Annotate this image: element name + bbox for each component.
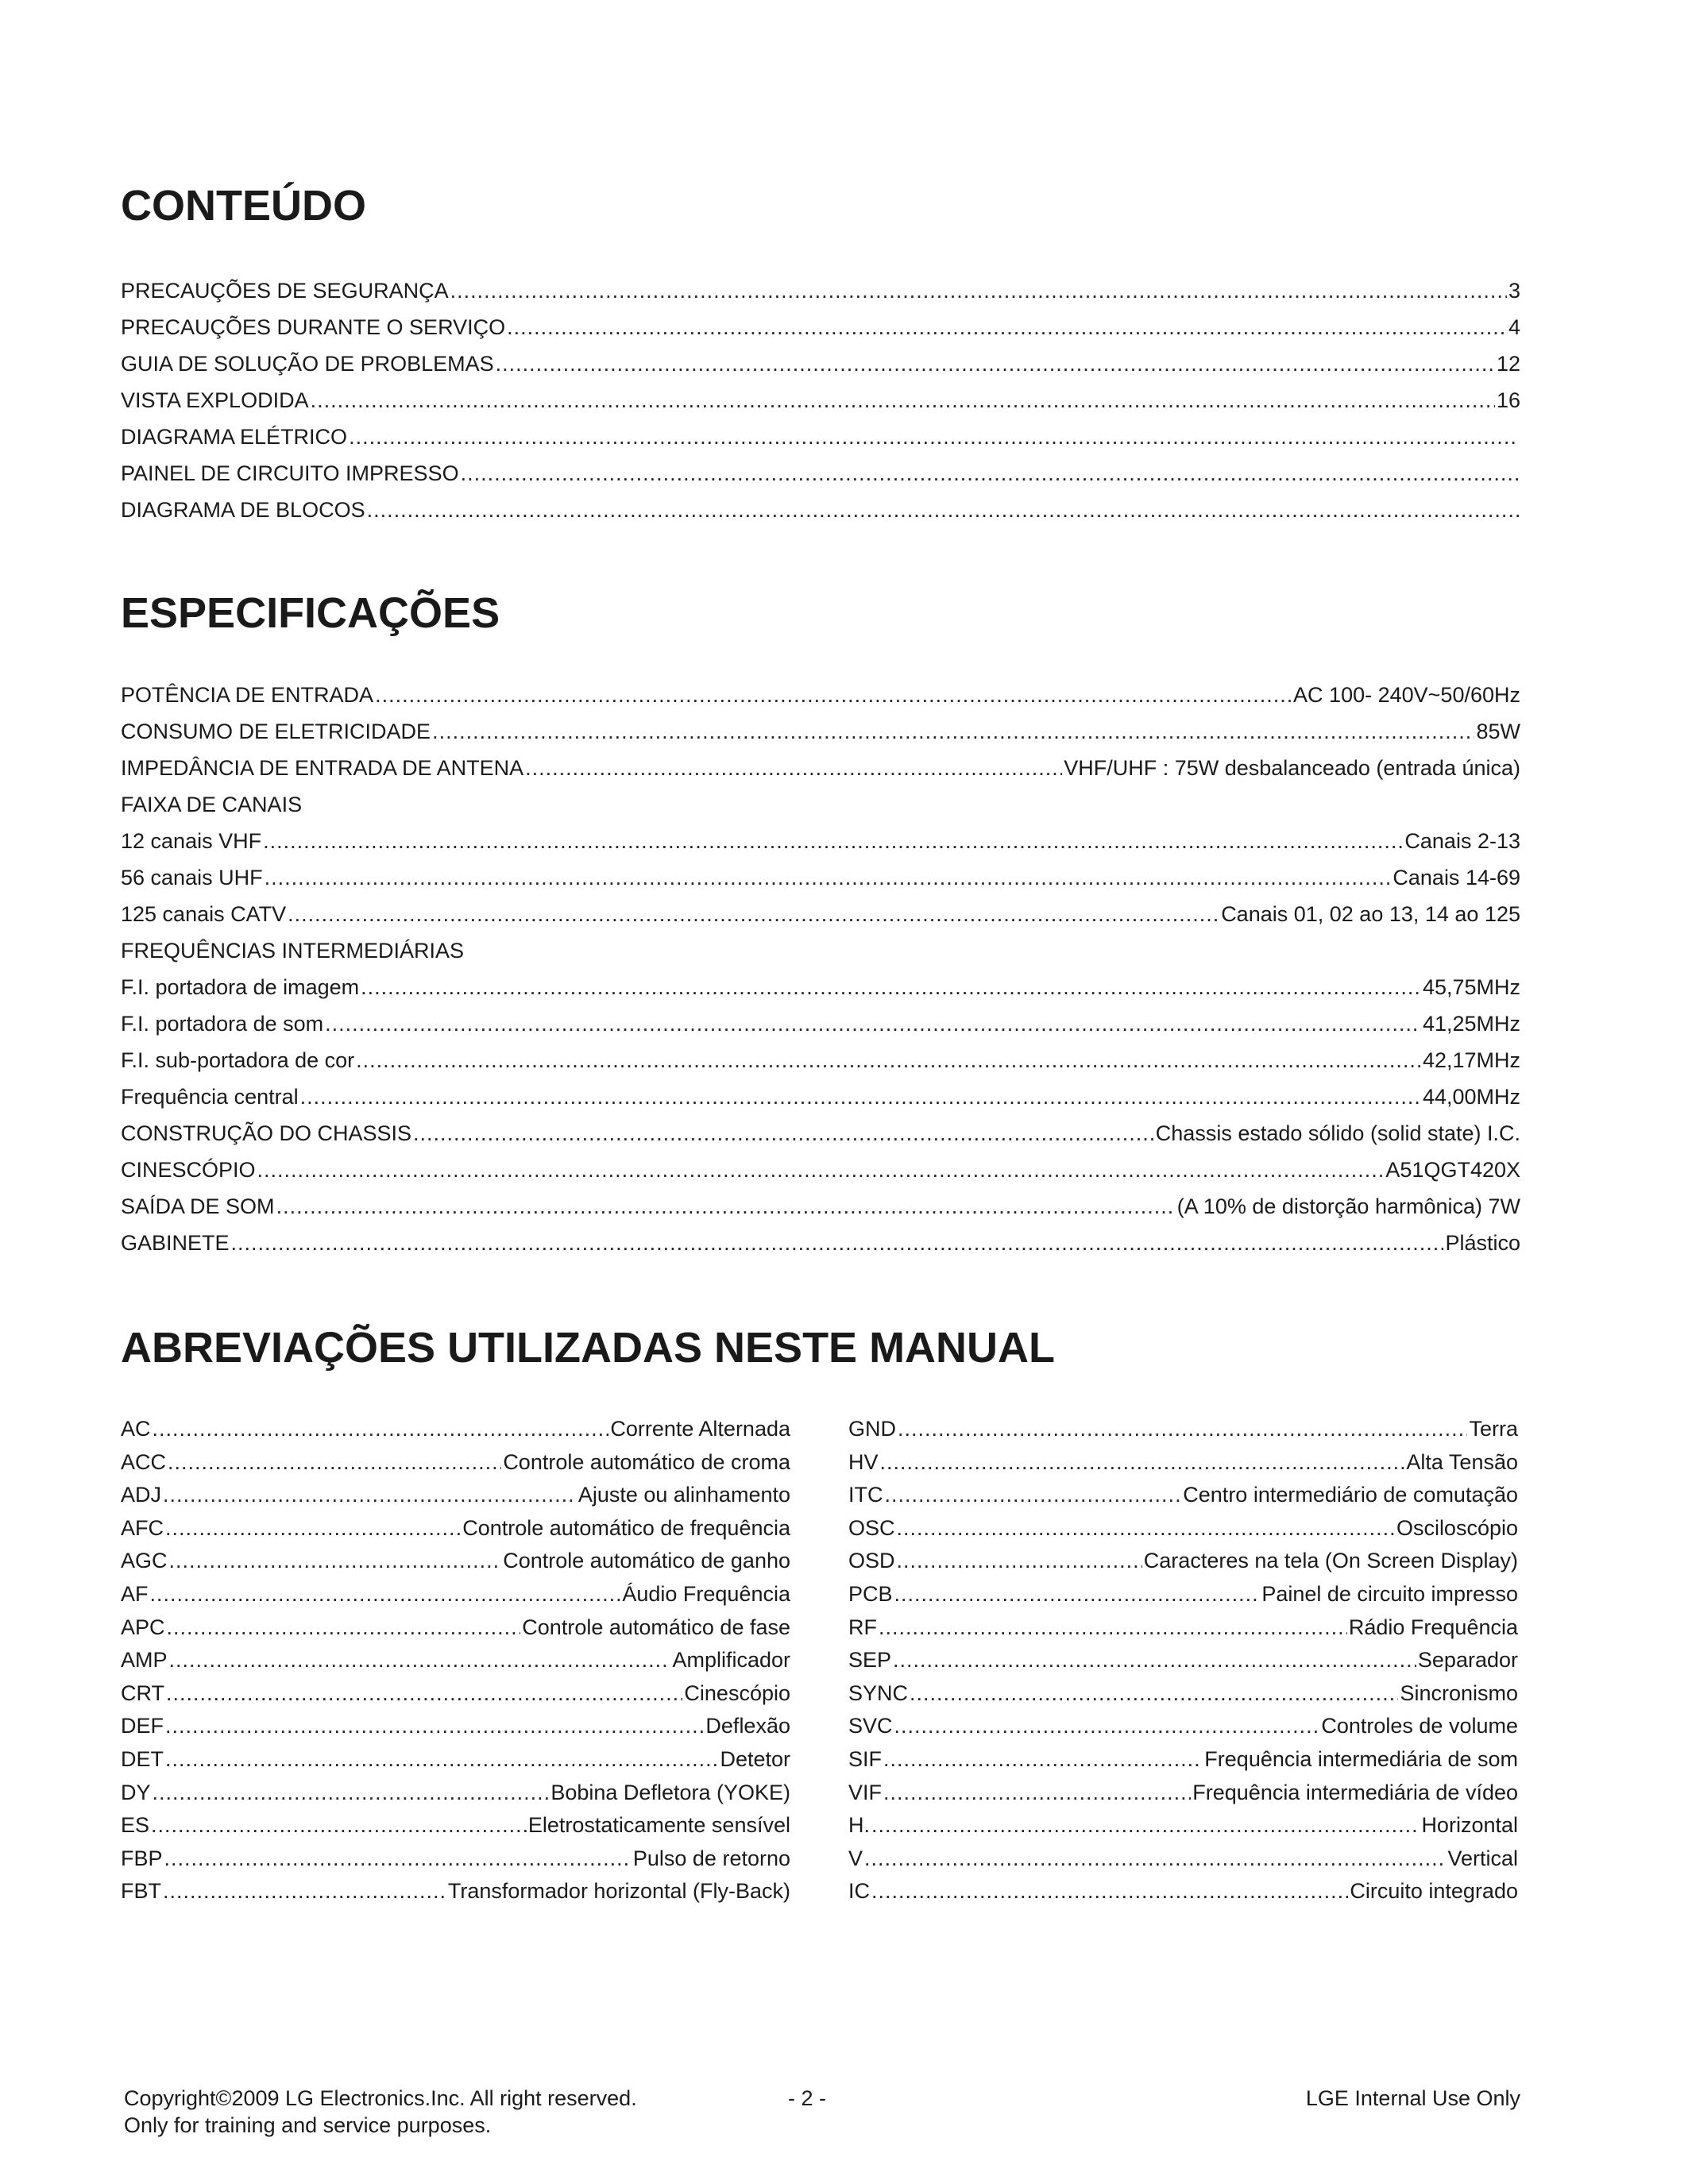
abbreviation-entry [848, 1843, 1518, 1876]
abbreviation-entry-label: RF [848, 1615, 877, 1639]
toc-entry-label: PRECAUÇÕES DURANTE O SERVIÇO [121, 315, 506, 339]
toc-entry [121, 455, 1520, 492]
dot-leader [311, 382, 1495, 419]
toc-entry-value: 3 [1508, 279, 1520, 303]
dot-leader [897, 1545, 1142, 1578]
dot-leader [151, 1809, 527, 1843]
dot-leader [163, 1479, 577, 1512]
toc-entry-label: DIAGRAMA DE BLOCOS [121, 498, 365, 522]
toc-entry-label: VISTA EXPLODIDA [121, 388, 309, 412]
dot-leader [153, 1777, 550, 1810]
abbreviations-heading: ABREVIAÇÕES UTILIZADAS NESTE MANUAL [121, 1324, 1056, 1372]
abbreviation-entry-label: H. [848, 1813, 870, 1838]
abbreviation-entry [121, 1875, 790, 1908]
abbreviation-entry [121, 1479, 790, 1512]
spec-entry-label: 56 canais UHF [121, 866, 263, 889]
dot-leader [894, 1710, 1320, 1743]
dot-leader [167, 1611, 521, 1645]
spec-entry-value: 45,75MHz [1422, 975, 1520, 999]
dot-leader [883, 1743, 1203, 1777]
abbreviation-entry-label: ADJ [121, 1483, 162, 1507]
spec-entry-label: GABINETE [121, 1231, 230, 1255]
abbreviation-entry-value: Eletrostaticamente sensível [527, 1813, 790, 1838]
copyright-text: Copyright©2009 LG Electronics.Inc. All right reserved. [124, 2086, 637, 2110]
spec-entry-value: AC 100- 240V~50/60Hz [1293, 683, 1520, 707]
dot-leader [169, 1545, 502, 1578]
abbreviation-entry-value: Sincronismo [1400, 1680, 1518, 1705]
spec-entry [121, 677, 1520, 713]
dot-leader [165, 1710, 704, 1743]
dot-leader [879, 1611, 1347, 1645]
abbreviation-entry-label: AFC [121, 1515, 164, 1540]
toc-entry [121, 419, 1520, 455]
abbreviation-entry [848, 1479, 1518, 1512]
abbreviation-entry [121, 1809, 790, 1843]
abbreviation-entry-label: AC [121, 1417, 151, 1441]
spec-entry [121, 969, 1520, 1005]
internal-use-label: LGE Internal Use Only [1305, 2086, 1520, 2110]
toc-entry [121, 309, 1520, 345]
spec-entry-label: F.I. sub-portadora de cor [121, 1048, 355, 1072]
spec-entry-value: Plástico [1445, 1231, 1520, 1255]
footer-copyright [124, 2085, 637, 2139]
abbreviation-entry-label: SYNC [848, 1680, 909, 1705]
abbreviation-entry [848, 1611, 1518, 1645]
abbreviation-entry [121, 1578, 790, 1611]
dot-leader [461, 455, 1519, 492]
dot-leader [165, 1512, 461, 1545]
abbreviation-entry [848, 1875, 1518, 1908]
abbreviation-entry [121, 1446, 790, 1480]
spec-entry [121, 750, 1520, 786]
abbreviation-entry [121, 1512, 790, 1545]
dot-leader [163, 1875, 446, 1908]
spec-entry [121, 1042, 1520, 1078]
dot-leader [168, 1446, 501, 1480]
abbreviation-entry-value: Controles de volume [1321, 1714, 1518, 1738]
dot-leader [898, 1413, 1467, 1446]
spec-entry [121, 1115, 1520, 1152]
abbreviation-entry [848, 1644, 1518, 1677]
dot-leader [164, 1843, 632, 1876]
abbreviation-entry [848, 1545, 1518, 1578]
abbreviation-entry-label: FBT [121, 1879, 161, 1904]
spec-entry-value: Canais 2-13 [1404, 829, 1520, 853]
abbreviation-entry-label: IC [848, 1879, 870, 1904]
abbreviation-entry-value: Cinescópio [684, 1680, 790, 1705]
dot-leader [525, 750, 1062, 786]
abbreviation-entry-label: DY [121, 1780, 151, 1804]
spec-entry [121, 1152, 1520, 1188]
dot-leader [153, 1413, 609, 1446]
abbreviation-entry-label: AGC [121, 1549, 168, 1573]
spec-entry-value: A51QGT420X [1385, 1158, 1520, 1182]
spec-entry-label: F.I. portadora de som [121, 1012, 324, 1036]
toc-entry [121, 382, 1520, 419]
specs-heading: ESPECIFICAÇÕES [121, 589, 500, 637]
abbreviation-entry-label: APC [121, 1615, 165, 1639]
abbreviation-entry-label: V [848, 1846, 863, 1870]
spec-entry-value: VHF/UHF : 75W desbalanceado (entrada única) [1064, 756, 1520, 780]
toc-entry-label: GUIA DE SOLUÇÃO DE PROBLEMAS [121, 352, 494, 376]
spec-entry-label: SAÍDA DE SOM [121, 1194, 275, 1218]
spec-entry-value: 41,25MHz [1422, 1012, 1520, 1036]
dot-leader [450, 272, 1507, 309]
toc-entry [121, 272, 1520, 309]
abbreviation-entry-value: Detetor [720, 1746, 790, 1771]
spec-entry-value: 85W [1476, 720, 1520, 743]
abbreviation-entry-label: VIF [848, 1780, 883, 1804]
spec-entry-label: FAIXA DE CANAIS [121, 793, 303, 816]
abbreviation-entry [121, 1777, 790, 1810]
dot-leader [885, 1479, 1182, 1512]
abbreviation-entry [848, 1743, 1518, 1777]
abbreviation-entry-label: PCB [848, 1581, 893, 1606]
abbreviation-entry-value: Separador [1417, 1648, 1518, 1673]
abbreviation-entry-label: CRT [121, 1680, 165, 1705]
spec-entry [121, 896, 1520, 932]
spec-entry [121, 1225, 1520, 1261]
dot-leader [910, 1677, 1398, 1711]
contents-list [121, 272, 1520, 528]
dot-leader [507, 309, 1507, 345]
abbreviation-entry [121, 1843, 790, 1876]
abbreviation-entry [121, 1545, 790, 1578]
spec-entry-label: CONSTRUÇÃO DO CHASSIS [121, 1121, 412, 1145]
abbreviation-entry [848, 1413, 1518, 1446]
abbreviation-entry-label: DET [121, 1746, 164, 1771]
spec-entry-value: (A 10% de distorção harmônica) 7W [1176, 1194, 1520, 1218]
toc-entry-label: DIAGRAMA ELÉTRICO [121, 425, 348, 449]
spec-entry-value: Canais 01, 02 ao 13, 14 ao 125 [1221, 902, 1520, 926]
abbreviation-entry-value: Controle automático de ganho [503, 1549, 790, 1573]
abbreviation-entry-value: Frequência intermediária de som [1204, 1746, 1518, 1771]
toc-entry-label: PAINEL DE CIRCUITO IMPRESSO [121, 461, 459, 485]
abbreviation-entry-label: SEP [848, 1648, 892, 1673]
abbreviation-entry [848, 1677, 1518, 1711]
spec-entry-value: 42,17MHz [1422, 1048, 1520, 1072]
dot-leader [300, 1078, 1421, 1115]
abbreviation-entry-value: Caracteres na tela (On Screen Display) [1143, 1549, 1518, 1573]
toc-entry-value: 16 [1496, 388, 1520, 412]
dot-leader [871, 1875, 1348, 1908]
dot-leader [150, 1578, 621, 1611]
dot-leader [864, 1843, 1446, 1876]
abbreviation-entry [848, 1710, 1518, 1743]
spec-entry [121, 786, 1520, 823]
abbreviation-entry-label: AMP [121, 1648, 168, 1673]
dot-leader [413, 1115, 1154, 1152]
abbreviation-entry-value: Painel de circuito impresso [1261, 1581, 1518, 1606]
abbreviation-entry-value: Alta Tensão [1406, 1449, 1518, 1474]
abbreviation-entry-label: SVC [848, 1714, 893, 1738]
spec-entry [121, 823, 1520, 859]
dot-leader [325, 1005, 1421, 1042]
dot-leader [375, 677, 1292, 713]
dot-leader [361, 969, 1421, 1005]
abbreviation-entry-label: ES [121, 1813, 150, 1838]
abbreviation-entry-label: FBP [121, 1846, 163, 1870]
abbreviation-entry-value: Centro intermediário de comutação [1183, 1483, 1518, 1507]
abbreviation-entry-label: OSC [848, 1515, 895, 1540]
dot-leader [257, 1152, 1385, 1188]
abbreviation-entry [121, 1677, 790, 1711]
abbreviation-entry-value: Amplificador [672, 1648, 790, 1673]
abbreviation-entry [121, 1743, 790, 1777]
dot-leader [349, 419, 1519, 455]
training-text: Only for training and service purposes. [124, 2113, 492, 2137]
dot-leader [897, 1512, 1395, 1545]
abbreviation-entry-label: GND [848, 1417, 896, 1441]
abbreviation-entry-value: Pulso de retorno [632, 1846, 790, 1870]
abbreviation-entry-value: Terra [1469, 1417, 1518, 1441]
spec-entry-label: F.I. portadora de imagem [121, 975, 360, 999]
toc-entry-value: 12 [1496, 352, 1520, 376]
dot-leader [893, 1644, 1416, 1677]
abbreviation-entry-value: Bobina Defletora (YOKE) [550, 1780, 790, 1804]
abbreviation-entry-label: HV [848, 1449, 879, 1474]
abbreviation-entry-label: OSD [848, 1549, 895, 1573]
abbreviation-entry-value: Osciloscópio [1396, 1515, 1518, 1540]
abbreviation-entry-value: Deflexão [705, 1714, 790, 1738]
spec-entry [121, 1078, 1520, 1115]
abbreviation-entry-value: Controle automático de croma [503, 1449, 790, 1474]
spec-entry [121, 1005, 1520, 1042]
abbreviation-entry-value: Vertical [1447, 1846, 1518, 1870]
page-number: - 2 - [788, 2086, 827, 2110]
toc-entry [121, 345, 1520, 382]
abbreviation-entry [848, 1578, 1518, 1611]
contents-heading: CONTEÚDO [121, 182, 366, 230]
toc-entry-value: 4 [1508, 315, 1520, 339]
dot-leader [288, 896, 1219, 932]
spec-entry-label: 125 canais CATV [121, 902, 287, 926]
abbreviation-entry-value: Rádio Frequência [1348, 1615, 1518, 1639]
abbreviation-entry-label: SIF [848, 1746, 883, 1771]
abbreviation-entry-label: DEF [121, 1714, 164, 1738]
dot-leader [871, 1809, 1420, 1843]
dot-leader [263, 823, 1403, 859]
abbreviation-entry-value: Circuito integrado [1350, 1879, 1518, 1904]
abbreviation-entry-value: Corrente Alternada [610, 1417, 790, 1441]
dot-leader [276, 1188, 1176, 1225]
spec-entry-label: 12 canais VHF [121, 829, 262, 853]
dot-leader [231, 1225, 1444, 1261]
specs-list [121, 677, 1520, 1261]
abbreviation-entry-value: Ajuste ou alinhamento [577, 1483, 790, 1507]
spec-entry-value: Canais 14-69 [1393, 866, 1520, 889]
spec-entry [121, 1188, 1520, 1225]
spec-entry-label: Frequência central [121, 1085, 299, 1109]
toc-entry [121, 492, 1520, 528]
spec-entry [121, 859, 1520, 896]
dot-leader [356, 1042, 1421, 1078]
abbreviation-entry [848, 1777, 1518, 1810]
abbreviation-entry-value: Horizontal [1421, 1813, 1518, 1838]
spec-entry [121, 932, 1520, 969]
spec-entry-value: 44,00MHz [1422, 1085, 1520, 1109]
abbreviation-entry-value: Transformador horizontal (Fly-Back) [447, 1879, 790, 1904]
abbreviation-entry [121, 1413, 790, 1446]
dot-leader [166, 1677, 682, 1711]
spec-entry-value: Chassis estado sólido (solid state) I.C. [1155, 1121, 1520, 1145]
dot-leader [894, 1578, 1261, 1611]
abbreviation-entry [848, 1512, 1518, 1545]
abbreviations-left-column [121, 1413, 790, 1908]
abbreviation-entry [848, 1446, 1518, 1480]
abbreviation-entry [121, 1710, 790, 1743]
abbreviation-entry-value: Controle automático de fase [522, 1615, 790, 1639]
spec-entry-label: CINESCÓPIO [121, 1158, 256, 1182]
dot-leader [367, 492, 1519, 528]
dot-leader [432, 713, 1474, 750]
abbreviation-entry-label: ITC [848, 1483, 883, 1507]
abbreviation-entry-value: Controle automático de frequência [462, 1515, 790, 1540]
dot-leader [165, 1743, 718, 1777]
dot-leader [265, 859, 1392, 896]
dot-leader [883, 1777, 1191, 1810]
abbreviation-entry-value: Áudio Frequência [622, 1581, 790, 1606]
abbreviation-entry [121, 1644, 790, 1677]
dot-leader [880, 1446, 1405, 1480]
abbreviation-entry-value: Frequência intermediária de vídeo [1192, 1780, 1518, 1804]
spec-entry-label: CONSUMO DE ELETRICIDADE [121, 720, 431, 743]
toc-entry-label: PRECAUÇÕES DE SEGURANÇA [121, 279, 449, 303]
spec-entry-label: IMPEDÂNCIA DE ENTRADA DE ANTENA [121, 756, 524, 780]
spec-entry-label: POTÊNCIA DE ENTRADA [121, 683, 374, 707]
spec-entry [121, 713, 1520, 750]
abbreviation-entry-label: ACC [121, 1449, 167, 1474]
spec-entry-label: FREQUÊNCIAS INTERMEDIÁRIAS [121, 939, 465, 963]
abbreviations-right-column [848, 1413, 1518, 1908]
abbreviation-entry [121, 1611, 790, 1645]
abbreviation-entry [848, 1809, 1518, 1843]
dot-leader [496, 345, 1495, 382]
dot-leader [169, 1644, 671, 1677]
abbreviation-entry-label: AF [121, 1581, 149, 1606]
